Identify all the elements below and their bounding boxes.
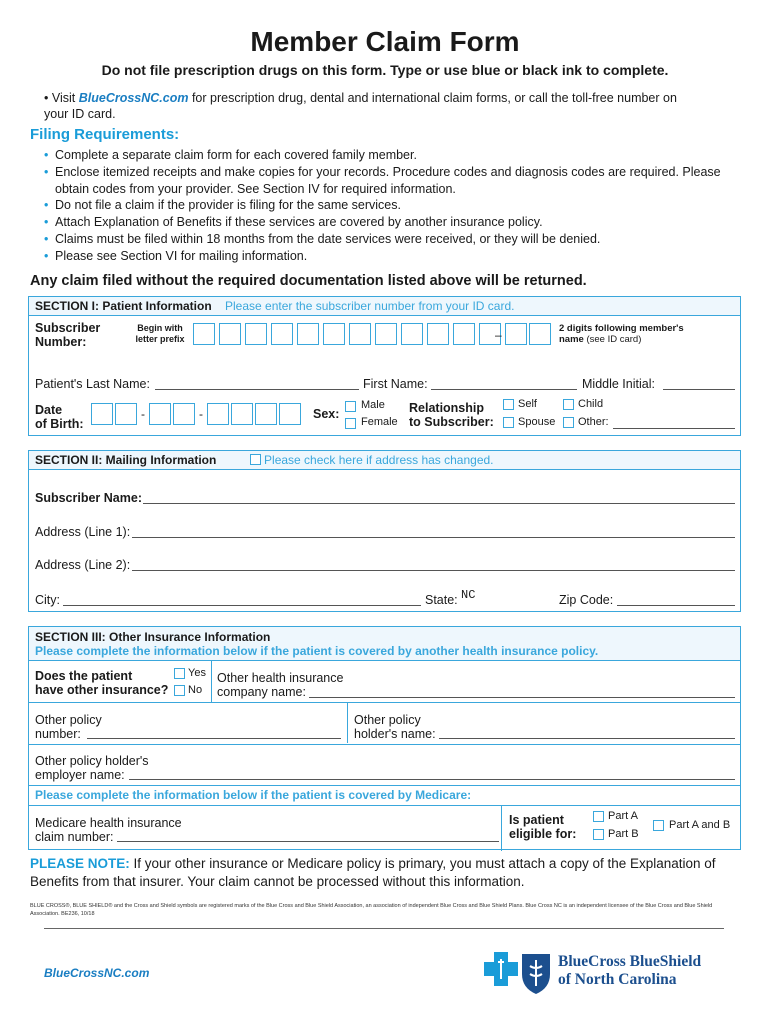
subscriber-number-box[interactable] <box>245 323 267 345</box>
divider <box>29 744 740 745</box>
yes-label: Yes <box>188 667 206 679</box>
zip-label: Zip Code: <box>559 593 614 607</box>
subscriber-number-box[interactable] <box>219 323 241 345</box>
first-name-field[interactable] <box>431 389 577 390</box>
subscriber-number-box[interactable] <box>323 323 345 345</box>
city-label: City: <box>35 593 60 607</box>
employer-name-field[interactable] <box>129 779 735 780</box>
divider <box>347 702 348 743</box>
separator-dash: - <box>199 407 203 421</box>
part-a-label: Part A <box>608 810 638 822</box>
subscriber-number-box[interactable] <box>271 323 293 345</box>
separator-dash: - <box>141 407 145 421</box>
separator-dash: – <box>495 328 502 342</box>
child-label: Child <box>578 398 604 410</box>
subscriber-number-box[interactable] <box>427 323 449 345</box>
address-line1-label: Address (Line 1): <box>35 525 131 539</box>
city-field[interactable] <box>63 605 421 606</box>
other-insurance-no-checkbox[interactable] <box>174 685 185 696</box>
female-checkbox[interactable] <box>345 418 356 429</box>
section-mailing-information <box>28 450 741 612</box>
child-checkbox[interactable] <box>563 399 574 410</box>
subscriber-number-box[interactable] <box>297 323 319 345</box>
state-label: State: <box>425 593 458 607</box>
address-line1-field[interactable] <box>132 537 735 538</box>
footer-url-link[interactable]: BlueCrossNC.com <box>44 966 150 980</box>
address-line2-label: Address (Line 2): <box>35 558 131 572</box>
eligibility-label: Is patient eligible for: <box>509 813 577 841</box>
part-a-checkbox[interactable] <box>593 811 604 822</box>
list-item: • Attach Explanation of Benefits if these services are covered by another insurance policy. <box>44 214 724 231</box>
section-note: Please complete the information below if the patient is covered by another health insurance policy. <box>35 644 599 658</box>
dob-month-box[interactable] <box>115 403 137 425</box>
other-insurance-yes-checkbox[interactable] <box>174 668 185 679</box>
section-patient-information <box>28 296 741 436</box>
sex-label: Sex: <box>313 407 340 421</box>
other-checkbox[interactable] <box>563 417 574 428</box>
filing-requirements-heading: Filing Requirements: <box>30 126 180 143</box>
last-name-label: Patient's Last Name: <box>35 377 150 391</box>
other-relationship-field[interactable] <box>613 428 735 429</box>
self-checkbox[interactable] <box>503 399 514 410</box>
no-label: No <box>188 684 203 696</box>
divider <box>501 805 502 851</box>
part-b-checkbox[interactable] <box>593 829 604 840</box>
divider <box>29 805 740 806</box>
part-b-label: Part B <box>608 828 639 840</box>
zip-field[interactable] <box>617 605 735 606</box>
part-ab-checkbox[interactable] <box>653 820 664 831</box>
subscriber-number-box[interactable] <box>193 323 215 345</box>
divider <box>211 661 212 702</box>
bluecross-link[interactable]: BlueCrossNC.com <box>78 91 189 105</box>
section-other-insurance <box>28 626 741 850</box>
company-name-label: Other health insurance company name: <box>217 671 344 699</box>
policy-holder-field[interactable] <box>439 738 735 739</box>
policy-number-label: Other policy number: <box>35 713 102 741</box>
member-suffix-box[interactable] <box>505 323 527 345</box>
section-header: SECTION II: Mailing Information Please check here if address has changed. <box>29 451 740 470</box>
cross-shield-icon <box>484 950 554 995</box>
spouse-checkbox[interactable] <box>503 417 514 428</box>
part-ab-label: Part A and B <box>669 819 731 831</box>
suffix-hint: 2 digits following member's name (see ID card) <box>559 323 684 345</box>
middle-initial-label: Middle Initial: <box>582 377 655 391</box>
dob-label: Date of Birth: <box>35 403 84 431</box>
dob-year-box[interactable] <box>255 403 277 425</box>
section-header: SECTION I: Patient Information Please enter the subscriber number from your ID card. <box>29 297 740 316</box>
documentation-warning: Any claim filed without the required documentation listed above will be returned. <box>30 273 587 289</box>
subscriber-name-field[interactable] <box>143 503 735 504</box>
list-item: • Enclose itemized receipts and make copies for your records. Procedure codes and diagnosis codes are required. Please obtain codes from your provider. See Section IV for required information. <box>44 164 724 198</box>
list-item: • Claims must be filed within 18 months from the date services were received, or they will be denied. <box>44 231 724 248</box>
list-item: • Complete a separate claim form for each covered family member. <box>44 147 724 164</box>
other-label: Other: <box>578 416 609 428</box>
dob-year-box[interactable] <box>231 403 253 425</box>
dob-year-box[interactable] <box>279 403 301 425</box>
section-note: Please check here if address has changed. <box>264 453 494 467</box>
list-item: • Do not file a claim if the provider is filing for the same services. <box>44 197 724 214</box>
medicare-number-field[interactable] <box>117 841 499 842</box>
visit-instructions: • Visit BlueCrossNC.com for prescription drug, dental and international claim forms, or call the toll-free number on your ID card. <box>44 91 677 121</box>
company-name-field[interactable] <box>309 697 735 698</box>
prefix-hint: Begin with letter prefix <box>135 323 185 344</box>
subscriber-name-label: Subscriber Name: <box>35 491 142 505</box>
subscriber-number-box[interactable] <box>375 323 397 345</box>
other-insurance-question: Does the patient have other insurance? <box>35 669 169 697</box>
filing-requirements-list <box>44 147 724 265</box>
dob-day-box[interactable] <box>173 403 195 425</box>
medicare-number-label: Medicare health insurance claim number: <box>35 816 182 844</box>
divider <box>29 702 740 703</box>
dob-year-box[interactable] <box>207 403 229 425</box>
subscriber-number-box[interactable] <box>401 323 423 345</box>
male-checkbox[interactable] <box>345 401 356 412</box>
divider <box>29 785 740 786</box>
spouse-label: Spouse <box>518 416 556 428</box>
address-line2-field[interactable] <box>132 570 735 571</box>
section-note: Please enter the subscriber number from your ID card. <box>225 299 515 313</box>
subscriber-number-box[interactable] <box>349 323 371 345</box>
bcbs-logo <box>484 950 734 995</box>
middle-initial-field[interactable] <box>663 389 735 390</box>
legal-notice: BLUE CROSS®, BLUE SHIELD® and the Cross and Shield symbols are registered marks of the Blue Cross and Blue Shield Association, an association of independent Blue Cross and Blue Shield Plans. Blue Cross NC is an independent licensee of the Blue Cross and Blue Shield Association. BE236, 10/18 <box>30 903 713 917</box>
dob-day-box[interactable] <box>149 403 171 425</box>
address-changed-checkbox[interactable] <box>250 454 261 465</box>
policy-number-field[interactable] <box>87 738 341 739</box>
state-value[interactable]: NC <box>461 588 476 602</box>
member-suffix-box[interactable] <box>529 323 551 345</box>
subscriber-number-box[interactable] <box>453 323 475 345</box>
first-name-label: First Name: <box>363 377 428 391</box>
self-label: Self <box>518 398 537 410</box>
policy-holder-label: Other policy holder's name: <box>354 713 436 741</box>
employer-name-label: Other policy holder's employer name: <box>35 754 149 782</box>
list-item: • Please see Section VI for mailing information. <box>44 248 724 265</box>
logo-text: BlueCross BlueShield of North Carolina <box>558 953 702 988</box>
dob-month-box[interactable] <box>91 403 113 425</box>
medicare-note: Please complete the information below if the patient is covered by Medicare: <box>35 788 472 802</box>
last-name-field[interactable] <box>155 389 359 390</box>
divider <box>44 928 724 929</box>
female-label: Female <box>361 416 398 428</box>
form-subtitle: Do not file prescription drugs on this form. Type or use blue or black ink to complete. <box>101 62 669 78</box>
subscriber-number-label: Subscriber Number: <box>35 321 101 349</box>
please-note: PLEASE NOTE: If your other insurance or Medicare policy is primary, you must attach a copy of the Explanation of Benefits from that insurer. Your claim cannot be processed without this information. <box>30 856 716 889</box>
relationship-label: Relationship to Subscriber: <box>409 401 494 429</box>
form-title: Member Claim Form <box>250 26 520 57</box>
male-label: Male <box>361 399 385 411</box>
section-header: SECTION III: Other Insurance Information Please complete the information below if the patient is covered by another health insurance policy. <box>29 627 740 661</box>
